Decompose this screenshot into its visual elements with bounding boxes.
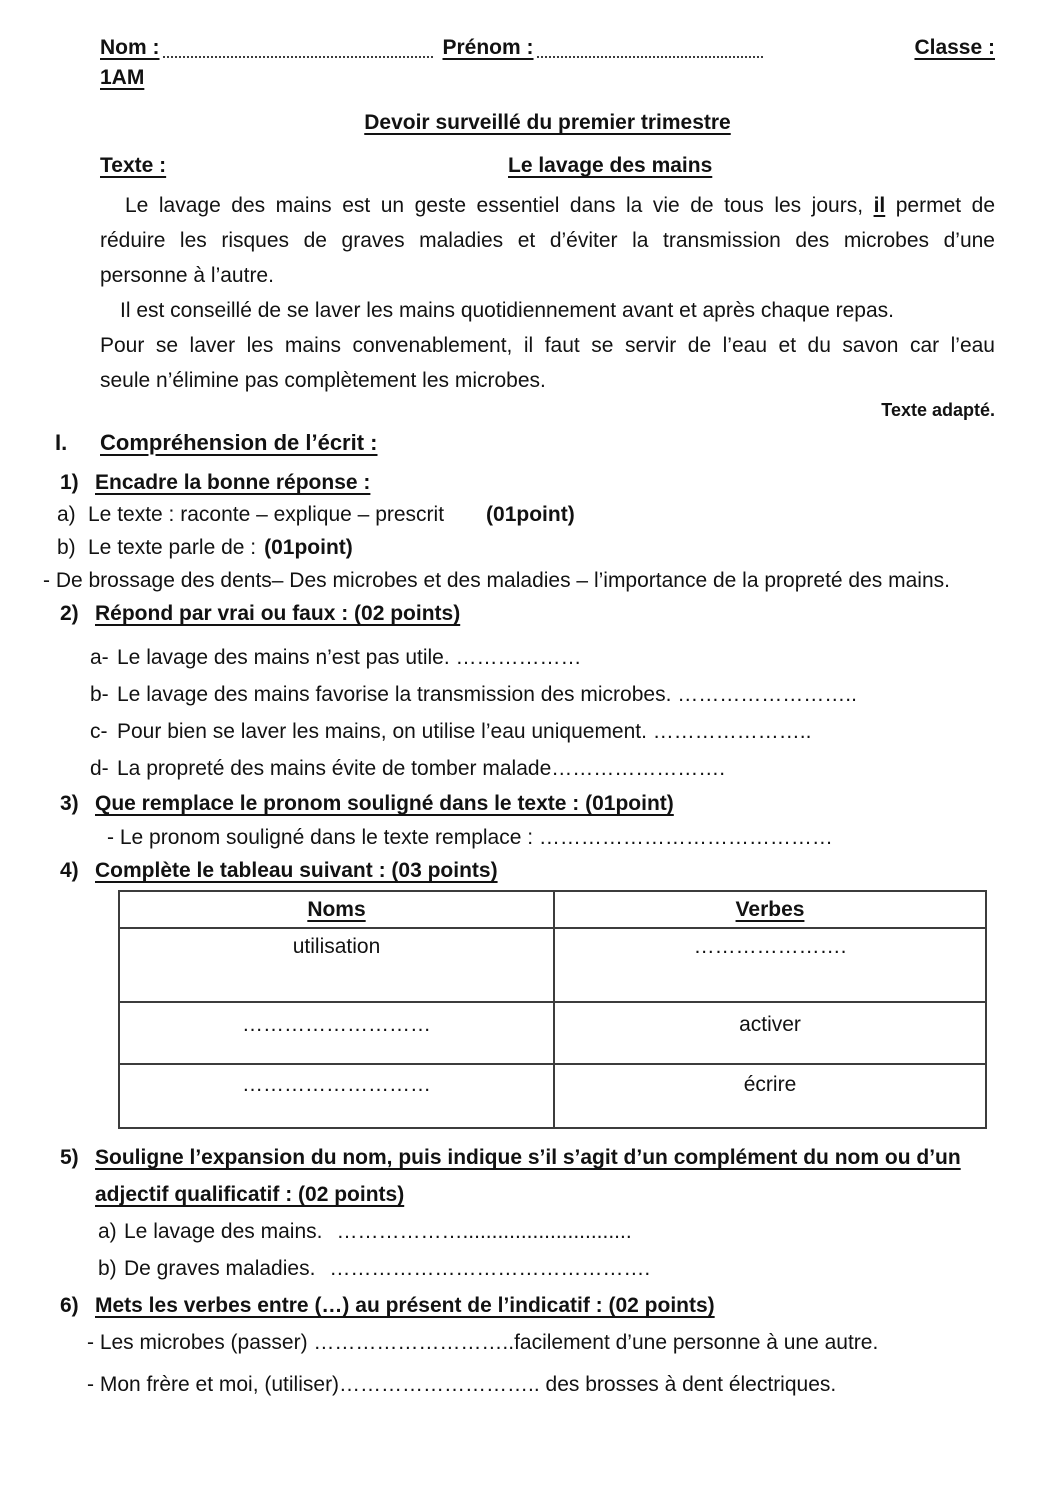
table-row [119, 928, 986, 1002]
item-text: Le lavage des mains. [124, 1220, 323, 1243]
item-text: Le lavage des mains favorise la transmission des microbes. …………………….. [117, 683, 857, 706]
table-row [119, 1064, 986, 1128]
classe-value: 1AM [100, 66, 145, 89]
question-5a [98, 1213, 995, 1250]
answer-blank: ………………............................. [336, 1220, 632, 1243]
question-5b [98, 1250, 995, 1287]
section-numeral: I. [55, 430, 68, 455]
classe-label: Classe : [914, 36, 995, 59]
question-3-number: 3) [60, 792, 79, 815]
item-label: b) [57, 536, 76, 559]
question-5-title-line1: Souligne l’expansion du nom, puis indique s’il s’agit d’un complément du nom ou d’un [95, 1146, 961, 1169]
table-row [119, 1002, 986, 1064]
reading-text [100, 188, 995, 398]
text-line: Pour se laver les mains convenablement, il faut se servir de l’eau et du savon car l’eau [100, 334, 995, 357]
table-cell-nom-2: ……………………… [119, 1002, 554, 1064]
texte-title: Le lavage des mains [508, 154, 713, 177]
texte-row [100, 152, 995, 180]
question-1-title: Encadre la bonne réponse : [95, 471, 371, 494]
question-1-number: 1) [60, 471, 79, 494]
question-4-number: 4) [60, 859, 79, 882]
section-title: Compréhension de l’écrit : [100, 430, 378, 455]
noms-verbes-table [118, 890, 987, 1129]
table-cell-verbe-2: activer [554, 1002, 986, 1064]
item-label: b) [98, 1257, 117, 1280]
points-badge: (01point) [264, 536, 353, 559]
section-heading [55, 428, 995, 458]
item-text: Le lavage des mains n’est pas utile. ……………… [117, 646, 582, 669]
question-4-title: Complète le tableau suivant : (03 points) [95, 859, 498, 882]
question-5-title [95, 1139, 990, 1213]
question-1b-options: - De brossage des dents– Des microbes et des maladies – l’importance de la propreté des mains. [43, 569, 950, 592]
question-6-heading [60, 1287, 995, 1324]
item-label: c- [90, 720, 108, 743]
question-2-title: Répond par vrai ou faux : (02 points) [95, 602, 461, 625]
table-header-row [119, 891, 986, 928]
texte-label: Texte : [100, 154, 167, 177]
item-label: a) [57, 503, 76, 526]
question-1-heading [60, 468, 995, 498]
item-label: b- [90, 683, 109, 706]
question-6-line2: - Mon frère et moi, (utiliser)……………………….. des brosses à dent électriques. [87, 1373, 837, 1396]
question-1b [57, 531, 995, 564]
underlined-pronoun: il [873, 194, 886, 217]
table-cell-verbe-3: écrire [554, 1064, 986, 1128]
question-5-title-line2: adjectif qualificatif : (02 points) [95, 1183, 405, 1206]
text-line: réduire les risques de graves maladies et d’éviter la transmission des microbes d’une [100, 229, 995, 252]
item-text: Le texte parle de : [88, 536, 257, 559]
text-line: personne à l’autre. [100, 264, 274, 287]
text-fragment: Le lavage des mains est un geste essentiel dans la vie de tous les jours, [125, 194, 874, 217]
prenom-label: Prénom : [442, 36, 534, 59]
question-5-heading [60, 1139, 995, 1213]
question-6-line1: - Les microbes (passer) ………………………..facilement d’une personne à une autre. [87, 1331, 879, 1354]
text-line: Il est conseillé de se laver les mains quotidiennement avant et après chaque repas. [120, 299, 894, 322]
question-4-heading [60, 856, 995, 886]
question-2-item-b [90, 676, 995, 713]
question-3-title: Que remplace le pronom souligné dans le texte : (01point) [95, 792, 674, 815]
nom-label: Nom : [100, 36, 160, 59]
item-text: Le texte : raconte – explique – prescrit [88, 503, 445, 526]
item-label: d- [90, 757, 109, 780]
text-line: seule n’élimine pas complètement les microbes. [100, 369, 546, 392]
item-label: a- [90, 646, 109, 669]
item-text: De graves maladies. [124, 1257, 316, 1280]
points-badge: (01point) [486, 503, 575, 526]
table-cell-verbe-1: …………………. [554, 928, 986, 1002]
header [100, 34, 995, 60]
question-2-item-a [90, 639, 995, 676]
text-fragment: permet de [885, 194, 995, 217]
question-3-answer-line: - Le pronom souligné dans le texte remplace : …………………………………… [107, 826, 833, 849]
nom-blank [163, 39, 433, 58]
table-cell-nom-1: utilisation [119, 928, 554, 1002]
question-2-item-d [90, 750, 995, 787]
question-6-title: Mets les verbes entre (…) au présent de l’indicatif : (02 points) [95, 1294, 715, 1317]
question-3-heading [60, 789, 995, 819]
question-6-number: 6) [60, 1294, 79, 1317]
item-text: Pour bien se laver les mains, on utilise l’eau uniquement. ………………….. [117, 720, 812, 743]
question-2-heading [60, 599, 995, 629]
question-1a [57, 498, 995, 531]
answer-blank: ………………………………………. [329, 1257, 651, 1280]
page-title: Devoir surveillé du premier trimestre [364, 111, 731, 134]
prenom-blank [537, 39, 763, 58]
question-2-item-c [90, 713, 995, 750]
item-label: a) [98, 1220, 117, 1243]
source-note: Texte adapté. [881, 400, 995, 420]
question-5-number: 5) [60, 1146, 79, 1169]
question-2-number: 2) [60, 602, 79, 625]
table-cell-nom-3: ……………………… [119, 1064, 554, 1128]
text-line [100, 188, 995, 223]
table-header-verbes: Verbes [554, 891, 986, 928]
table-header-noms: Noms [119, 891, 554, 928]
item-text: La propreté des mains évite de tomber malade……………………. [117, 757, 726, 780]
